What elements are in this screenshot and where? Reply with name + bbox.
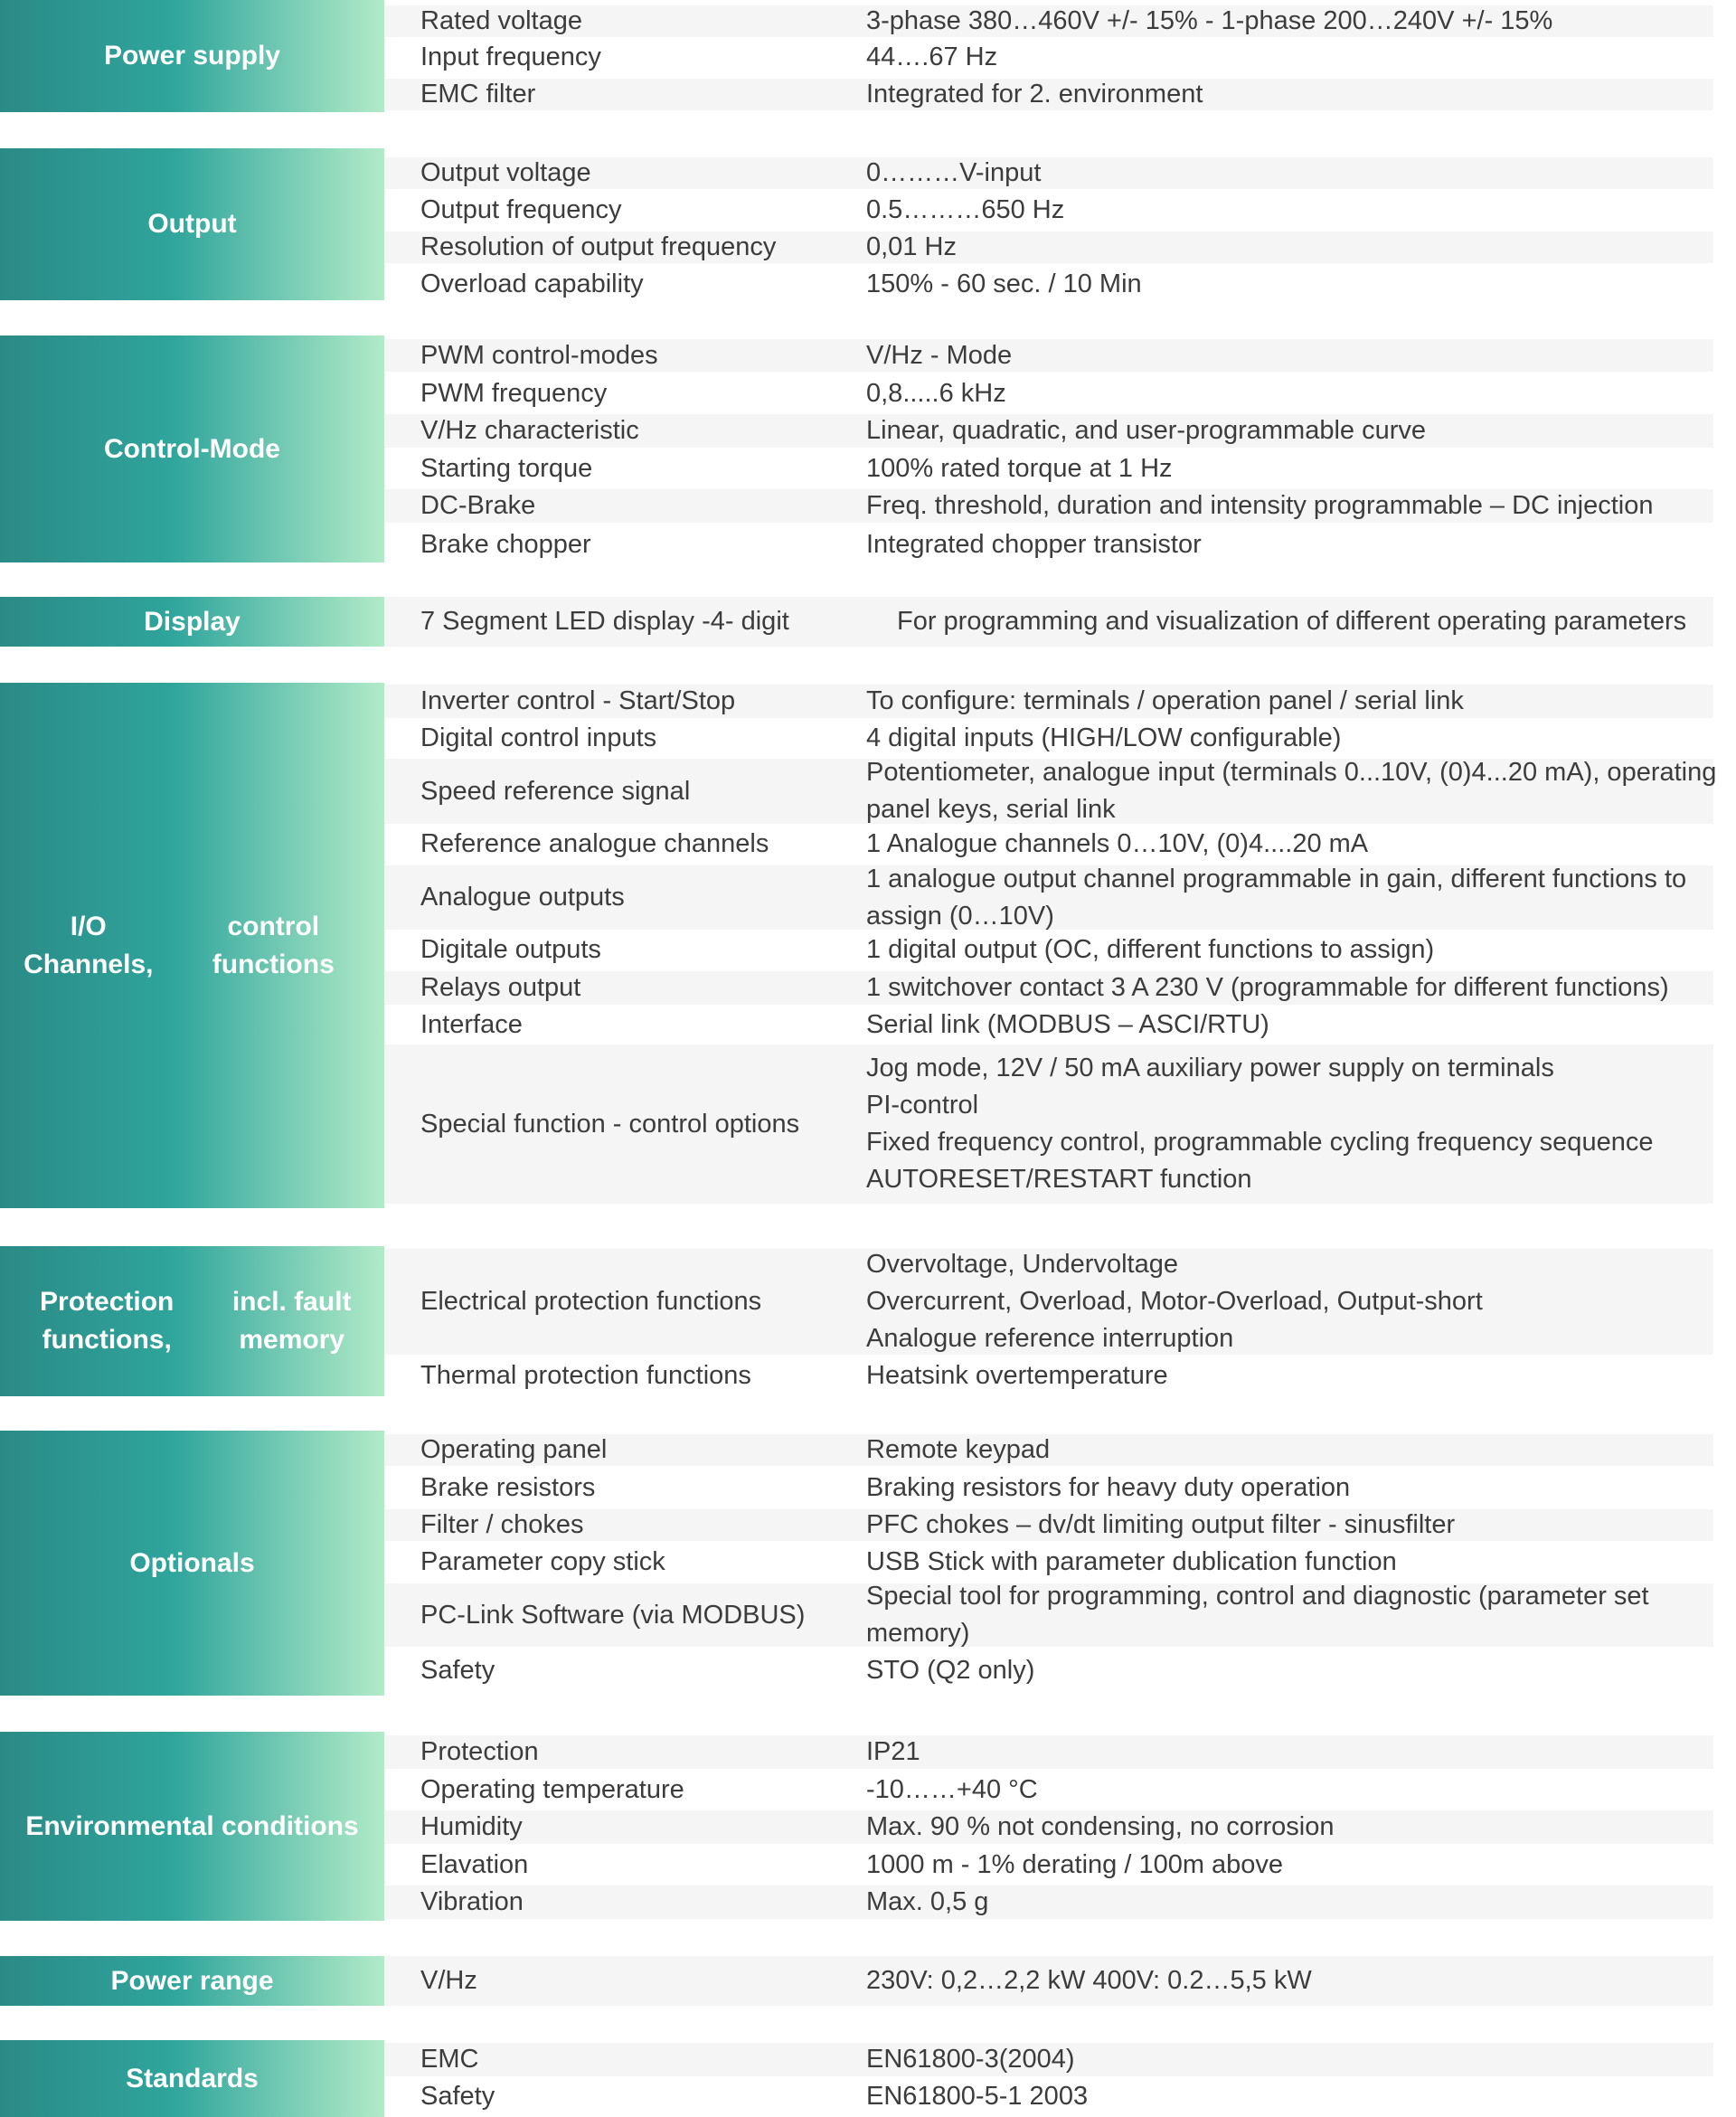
section-title [0, 0, 384, 112]
spec-value [866, 1249, 1734, 1355]
spec-label: 7 Segment LED display -4- digit [420, 607, 789, 636]
spec-value [866, 759, 1734, 824]
spec-section [0, 2040, 1736, 2117]
spec-value [866, 1848, 1734, 1882]
section-title [0, 2040, 384, 2117]
spec-value-line: Serial link (MODBUS – ASCI/RTU) [866, 1010, 1269, 1039]
spec-value-line: Heatsink overtemperature [866, 1361, 1168, 1390]
spec-value-line: Integrated chopper transistor [866, 529, 1202, 559]
spec-value-line: 0,01 Hz [866, 232, 957, 261]
spec-row [384, 1472, 1713, 1504]
spec-value-line: 0.5………650 Hz [866, 195, 1065, 224]
spec-value-line: Analogue reference interruption [866, 1324, 1234, 1353]
spec-value-line: EN61800-5-1 2003 [866, 2082, 1089, 2111]
spec-value-line: 0,8.....6 kHz [866, 378, 1006, 408]
spec-label: V/Hz [420, 1966, 477, 1995]
spec-value-line: -10……+40 °C [866, 1775, 1038, 1804]
spec-label: Starting torque [420, 454, 593, 483]
spec-value-line: assign (0…10V) [866, 901, 1054, 931]
spec-label: Resolution of output frequency [420, 232, 777, 261]
spec-section [0, 1956, 1736, 2006]
spec-row [384, 489, 1713, 523]
spec-value-line: V/Hz - Mode [866, 340, 1013, 370]
spec-value-line: Max. 0,5 g [866, 1887, 989, 1916]
spec-value [866, 722, 1734, 755]
spec-value [866, 865, 1734, 930]
spec-value-line: USB Stick with parameter dublication function [866, 1547, 1397, 1576]
spec-row [384, 1848, 1713, 1882]
spec-value [866, 489, 1734, 523]
spec-rows [384, 1431, 1713, 1696]
spec-rows [384, 1732, 1713, 1921]
spec-label: Reference analogue channels [420, 829, 769, 858]
spec-label: Output frequency [420, 195, 622, 224]
spec-label: Operating temperature [420, 1775, 684, 1804]
spec-row [384, 339, 1713, 372]
spec-row [384, 1773, 1713, 1807]
spec-label: Relays output [420, 973, 581, 1002]
spec-value-line: 150% - 60 sec. / 10 Min [866, 269, 1142, 298]
spec-value [866, 232, 1734, 263]
spec-value-line: Integrated for 2. environment [866, 80, 1203, 109]
section-title-line: control functions [212, 911, 335, 979]
spec-value [866, 1509, 1734, 1541]
spec-row [384, 1434, 1713, 1466]
spec-label: Filter / chokes [420, 1510, 584, 1539]
spec-value [866, 42, 1734, 73]
spec-value [866, 827, 1734, 861]
spec-row [384, 269, 1713, 300]
spec-row [384, 1810, 1713, 1844]
spec-value-line: 1 switchover contact 3 A 230 V (programmable for different functions) [866, 973, 1669, 1002]
spec-row [384, 1008, 1713, 1042]
spec-row [384, 1044, 1713, 1204]
spec-label: Parameter copy stick [420, 1547, 665, 1576]
spec-row [384, 827, 1713, 861]
spec-rows [384, 1246, 1713, 1396]
section-title-line: Power range [110, 1965, 274, 1996]
spec-row [384, 194, 1713, 226]
spec-row [384, 2080, 1713, 2113]
spec-section [0, 0, 1736, 112]
spec-label: Digitale outputs [420, 935, 601, 964]
spec-label: Interface [420, 1010, 523, 1039]
spec-value [866, 1472, 1734, 1504]
spec-value-line: Braking resistors for heavy duty operation [866, 1473, 1351, 1502]
spec-row [384, 971, 1713, 1005]
spec-label: Elavation [420, 1850, 529, 1879]
spec-row [384, 865, 1713, 930]
spec-row [384, 232, 1713, 263]
spec-row [384, 1735, 1713, 1769]
spec-label: PWM frequency [420, 378, 608, 408]
spec-value-line: 44….67 Hz [866, 43, 998, 71]
spec-value-line: 0………V-input [866, 158, 1042, 187]
spec-value-line: To configure: terminals / operation panel / serial link [866, 686, 1464, 715]
spec-label: Operating panel [420, 1435, 608, 1464]
spec-value-line: 230V: 0,2…2,2 kW 400V: 0.2…5,5 kW [866, 1966, 1312, 1995]
spec-row [384, 685, 1713, 718]
spec-value [866, 527, 1734, 562]
spec-value-line: PI-control [866, 1091, 979, 1120]
spec-label: Analogue outputs [420, 883, 625, 912]
section-title [0, 1956, 384, 2006]
section-title-line: Display [144, 606, 241, 637]
spec-value-line: Freq. threshold, duration and intensity programmable – DC injection [866, 491, 1654, 520]
spec-value [866, 1735, 1734, 1769]
spec-row [384, 933, 1713, 967]
spec-value-line: 1 Analogue channels 0…10V, (0)4....20 mA [866, 829, 1369, 858]
spec-rows [384, 0, 1713, 112]
spec-section [0, 683, 1736, 1208]
spec-label: PWM control-modes [420, 340, 658, 370]
spec-section [0, 1431, 1736, 1696]
spec-value [866, 2043, 1734, 2076]
spec-row [384, 157, 1713, 189]
spec-row [384, 1885, 1713, 1919]
spec-value [866, 2080, 1734, 2113]
section-title [0, 1431, 384, 1696]
section-title-line: incl. fault memory [231, 1287, 352, 1355]
spec-row [384, 1956, 1713, 2006]
spec-value-line: PFC chokes – dv/dt limiting output filter - sinusfilter [866, 1510, 1456, 1539]
spec-value-line: 4 digital inputs (HIGH/LOW configurable) [866, 723, 1342, 752]
spec-value [897, 597, 1736, 647]
spec-label: Output voltage [420, 158, 591, 187]
spec-row [384, 2043, 1713, 2076]
spec-row [384, 42, 1713, 73]
spec-value [866, 1044, 1734, 1204]
spec-value [866, 157, 1734, 189]
spec-value-line: panel keys, serial link [866, 795, 1116, 824]
section-title [0, 336, 384, 562]
spec-value-line: EN61800-3(2004) [866, 2045, 1075, 2074]
spec-value-line: memory) [866, 1619, 970, 1648]
spec-label: Protection [420, 1737, 539, 1766]
spec-value-line: 100% rated torque at 1 Hz [866, 454, 1173, 483]
spec-value-line: 1 analogue output channel programmable in gain, different functions to [866, 864, 1687, 893]
spec-row [384, 527, 1713, 562]
spec-label: DC-Brake [420, 491, 536, 520]
spec-label: Rated voltage [420, 6, 582, 35]
spec-value-line: Max. 90 % not condensing, no corrosion [866, 1812, 1335, 1841]
spec-value [866, 933, 1734, 967]
spec-row [384, 1583, 1713, 1647]
spec-label: Electrical protection functions [420, 1287, 762, 1316]
spec-value-line: Linear, quadratic, and user-programmable curve [866, 416, 1426, 445]
spec-label: Overload capability [420, 269, 644, 298]
spec-value [866, 1359, 1734, 1393]
spec-value [866, 1810, 1734, 1844]
spec-rows [384, 1956, 1713, 2006]
spec-value-line: For programming and visualization of different operating parameters [897, 607, 1687, 636]
spec-label: Brake chopper [420, 529, 591, 559]
spec-row [384, 414, 1713, 448]
spec-row [384, 722, 1713, 755]
spec-value [866, 971, 1734, 1005]
section-title-line: I/O Channels, [24, 911, 154, 979]
spec-label: Input frequency [420, 43, 601, 71]
spec-section [0, 336, 1736, 562]
section-title-line: Protection functions, [40, 1287, 175, 1355]
spec-value [866, 1434, 1734, 1466]
spec-label: Brake resistors [420, 1473, 596, 1502]
spec-label: Inverter control - Start/Stop [420, 686, 736, 715]
spec-value [866, 685, 1734, 718]
spec-value-line: Remote keypad [866, 1435, 1051, 1464]
spec-value-line: Overcurrent, Overload, Motor-Overload, Output-short [866, 1287, 1483, 1316]
spec-value [866, 1649, 1734, 1692]
section-title-line: Output [147, 209, 237, 239]
spec-label: EMC [420, 2045, 479, 2074]
spec-row [384, 758, 1717, 824]
section-title [0, 683, 384, 1208]
spec-row [384, 1546, 1713, 1578]
section-title-line: Optionals [129, 1547, 255, 1578]
spec-value-line: AUTORESET/RESTART function [866, 1165, 1252, 1194]
spec-value-line: Potentiometer, analogue input (terminals 0...10V, (0)4...20 mA), operating [866, 758, 1717, 787]
spec-rows [384, 2040, 1713, 2117]
spec-row [384, 452, 1713, 486]
spec-value [866, 1885, 1734, 1919]
spec-row [384, 79, 1713, 110]
spec-row [384, 1249, 1713, 1355]
spec-value-line: 1000 m - 1% derating / 100m above [866, 1850, 1284, 1879]
spec-rows [384, 683, 1717, 1208]
section-title [0, 1246, 384, 1396]
spec-label: PC-Link Software (via MODBUS) [420, 1600, 806, 1630]
spec-row [384, 1509, 1713, 1541]
spec-row [384, 1649, 1713, 1692]
section-title-line: Environmental conditions [25, 1810, 359, 1841]
spec-section [0, 1246, 1736, 1396]
spec-row [384, 377, 1713, 410]
spec-value-line: Jog mode, 12V / 50 mA auxiliary power supply on terminals [866, 1054, 1554, 1082]
spec-value [866, 1773, 1734, 1807]
spec-value [866, 79, 1734, 110]
spec-label: Safety [420, 1656, 495, 1685]
spec-section [0, 1732, 1736, 1921]
spec-label: Speed reference signal [420, 776, 691, 806]
section-title-line: Standards [126, 2063, 259, 2093]
section-title-line: Power supply [103, 41, 281, 71]
spec-label: Vibration [420, 1887, 524, 1916]
spec-value-line: 3-phase 380…460V +/- 15% - 1-phase 200…240V +/- 15% [866, 6, 1553, 35]
spec-label: EMC filter [420, 80, 536, 109]
spec-value-line: Fixed frequency control, programmable cycling frequency sequence [866, 1128, 1654, 1157]
spec-section [0, 597, 1736, 647]
spec-value-line: 1 digital output (OC, different functions to assign) [866, 935, 1435, 964]
spec-label: Digital control inputs [420, 723, 657, 752]
spec-label: V/Hz characteristic [420, 416, 639, 445]
spec-value-line: STO (Q2 only) [866, 1656, 1035, 1685]
section-title [0, 1732, 384, 1921]
spec-value [866, 1583, 1734, 1647]
spec-value [866, 1008, 1734, 1042]
spec-rows [384, 597, 1713, 647]
spec-label: Special function - control options [420, 1109, 800, 1139]
spec-rows [384, 336, 1713, 562]
spec-label: Humidity [420, 1812, 523, 1841]
spec-label: Thermal protection functions [420, 1361, 751, 1390]
spec-value [866, 452, 1734, 486]
spec-value [866, 1546, 1734, 1578]
spec-row [384, 597, 1713, 647]
spec-value [866, 414, 1734, 448]
spec-value [866, 194, 1734, 226]
section-title [0, 597, 384, 647]
spec-row [384, 5, 1713, 37]
spec-value [866, 269, 1734, 300]
spec-value [866, 377, 1734, 410]
spec-value [866, 339, 1734, 372]
spec-row [384, 1359, 1713, 1393]
spec-value-line: Special tool for programming, control and diagnostic (parameter set [866, 1582, 1649, 1611]
spec-rows [384, 148, 1713, 300]
spec-label: Safety [420, 2082, 495, 2111]
spec-value-line: Overvoltage, Undervoltage [866, 1250, 1178, 1279]
spec-value-line: IP21 [866, 1737, 920, 1766]
spec-section [0, 148, 1736, 300]
section-title-line: Control-Mode [104, 433, 280, 464]
spec-value [866, 5, 1734, 37]
spec-value [866, 1956, 1734, 2006]
section-title [0, 148, 384, 300]
